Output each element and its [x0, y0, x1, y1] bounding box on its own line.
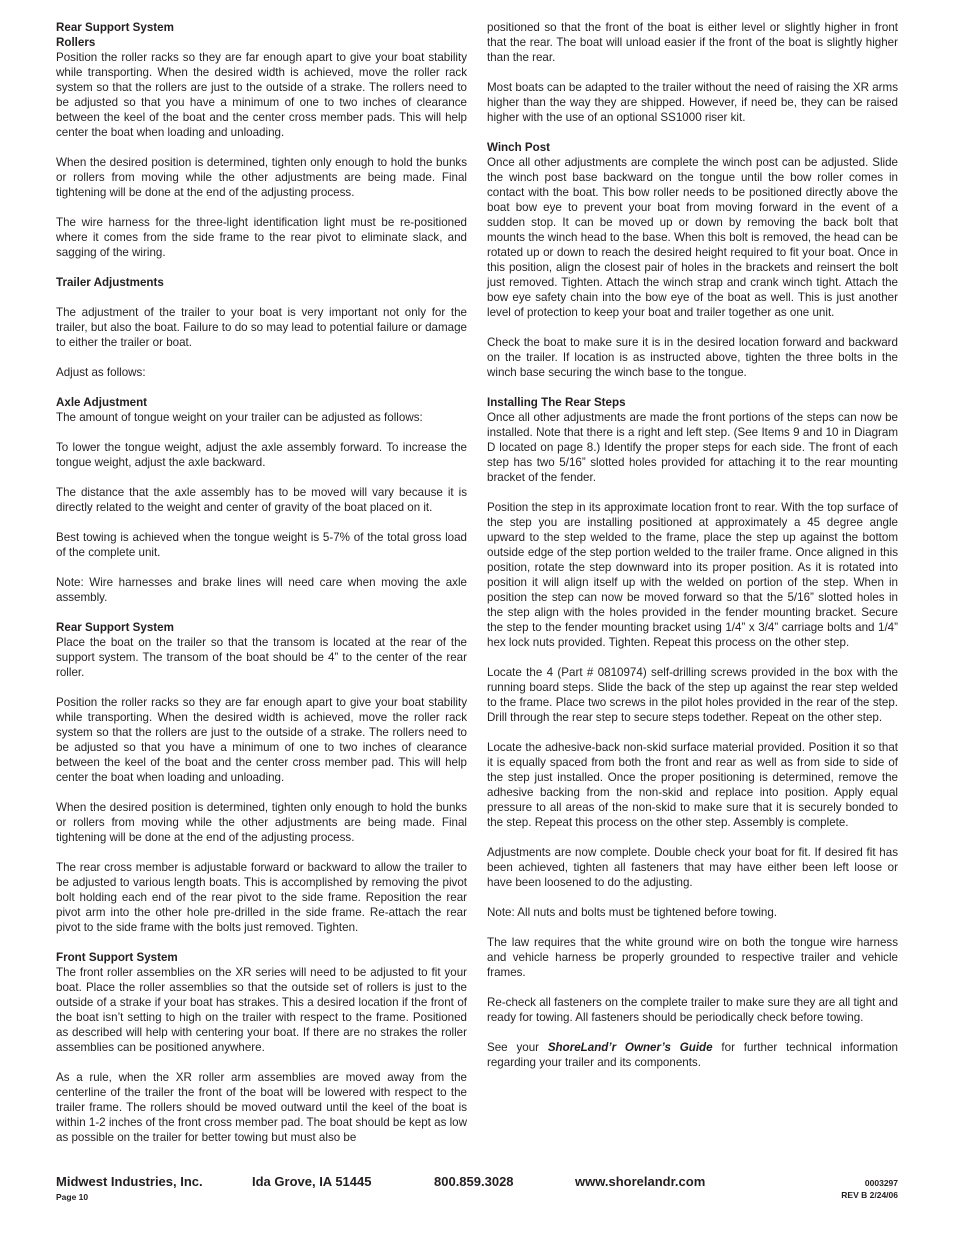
- body-paragraph: Most boats can be adapted to the trailer without the need of raising the XR arms higher than the way they are shipped. However, if need be, they can be raised higher with the use of an optional SS1000 riser kit.: [487, 81, 898, 124]
- footer-website[interactable]: www.shorelandr.com: [575, 1174, 706, 1189]
- section-heading: Trailer Adjustments: [56, 276, 164, 289]
- body-paragraph: Note: All nuts and bolts must be tightened before towing.: [487, 906, 778, 919]
- body-paragraph: When the desired position is determined, tighten only enough to hold the bunks or rollers from moving while the other adjustments are being made. Final tightening will be done at the end of the adjusting process.: [56, 801, 467, 844]
- owners-guide-title: ShoreLand’r Owner’s Guide: [547, 1041, 713, 1054]
- body-paragraph: Position the roller racks so they are far enough apart to give your boat stability while transporting. When the desired width is achieved, move the roller rack system so that the rollers are just to the outside of a strake. The rollers need to be adjusted so that you have a minimum of one to two inches of clearance between the keel of the boat and the center cross member pad. This will help center the boat when loading and unloading.: [56, 696, 467, 784]
- body-paragraph: As a rule, when the XR roller arm assemblies are moved away from the centerline of the trailer the front of the boat will be lowered with respect to the trailer frame. The rollers should be moved outward until the keel of the boat is within 1-2 inches of the front cross member pad. The boat should be kept as low as possible on the trailer for better towing but must also be: [56, 1071, 467, 1144]
- body-paragraph: When the desired position is determined, tighten only enough to hold the bunks or rollers from moving while the other adjustments are being made. Final tightening will be done at the end of the adjusting process.: [56, 156, 467, 199]
- body-paragraph: Re-check all fasteners on the complete trailer to make sure they are all tight and ready for towing. All fasteners should be periodically check before towing.: [487, 996, 898, 1024]
- body-paragraph: Adjustments are now complete. Double check your boat for fit. If desired fit has been achieved, tighten all fasteners that may have either been left loose or have been loosened to do the adjusting.: [487, 846, 898, 889]
- section-heading: Winch Post: [487, 141, 551, 154]
- section-heading: Rear Support System: [56, 621, 174, 634]
- body-paragraph: Locate the adhesive-back non-skid surface material provided. Position it so that it is equally spaced from both the front and rear as well as from side to side of the step just installed. Once the proper positioning is determined, remove the adhesive backing from the non-skid and replace into position. Apply equal pressure to all areas of the non-skid to make sure that it is securely bonded to the step. Repeat this process on the other step. Assembly is complete.: [487, 741, 898, 829]
- body-paragraph: The rear cross member is adjustable forward or backward to allow the trailer to be adjusted to various length boats. This is accomplished by removing the pivot bolt holding each end of the rear pivot to the side frame. Reposition the rear pivot arm into the other hole pre-drilled in the side frame. Re-attach the rear pivot to the side frame with the bolts just removed. Tighten.: [56, 861, 467, 934]
- body-paragraph: Best towing is achieved when the tongue weight is 5-7% of the total gross load of the complete unit.: [56, 531, 467, 559]
- footer-revision: REV B 2/24/06: [841, 1190, 898, 1200]
- body-paragraph: positioned so that the front of the boat is either level or slightly higher in front that the rear. The boat will unload easier if the front of the boat is slightly higher than the rear.: [487, 21, 898, 64]
- body-paragraph: The distance that the axle assembly has to be moved will vary because it is directly related to the weight and center of gravity of the boat placed on it.: [56, 486, 467, 514]
- right-column: [487, 20, 898, 1085]
- body-paragraph: Adjust as follows:: [56, 366, 146, 379]
- footer-doc-number: 0003297: [864, 1178, 898, 1188]
- paragraph-spacer: [56, 290, 467, 305]
- body-paragraph: Note: Wire harnesses and brake lines will need care when moving the axle assembly.: [56, 576, 467, 604]
- body-paragraph: Check the boat to make sure it is in the desired location forward and backward on the trailer. If location is as instructed above, tighten the three bolts in the winch base securing the winch base to the tongue.: [487, 336, 898, 379]
- left-column: [56, 20, 467, 1160]
- footer-city: Ida Grove, IA 51445: [252, 1174, 372, 1189]
- body-paragraph: The adjustment of the trailer to your boat is very important not only for the trailer, but also the boat. Failure to do so may lead to potential failure or damage to either the trailer or boat.: [56, 306, 467, 349]
- paragraph-text-before: See your: [487, 1041, 548, 1054]
- body-paragraph: Once all other adjustments are made the front portions of the steps can now be installed. Note that there is a right and left step. (See Items 9 and 10 in Diagram D located on page 8.) Identify the proper steps for each side. The front of each step has two 5/16” slotted holes provided for attaching it to the rear mounting bracket of the fender.: [487, 411, 898, 484]
- footer-company: Midwest Industries, Inc.: [56, 1174, 203, 1189]
- body-paragraph: The law requires that the white ground wire on both the tongue wire harness and vehicle harness be properly grounded to respective trailer and vehicle frames.: [487, 936, 898, 979]
- paragraph-text-after: for further technical information regarding your trailer and its components.: [487, 1041, 899, 1069]
- body-paragraph: Locate the 4 (Part # 0810974) self-drilling screws provided in the box with the running board steps. Slide the back of the step up against the rear step welded to the frame. Place two screws in the pilot holes provided in the rear of the step. Drill through the rear step to secure steps todether. Repeat on the other step.: [487, 666, 898, 724]
- section-heading: Front Support System: [56, 951, 178, 964]
- section-heading: Rear Support System: [56, 21, 174, 34]
- body-paragraph: To lower the tongue weight, adjust the axle assembly forward. To increase the tongue weight, adjust the axle backward.: [56, 441, 467, 469]
- body-paragraph: Place the boat on the trailer so that the transom is located at the rear of the support system. The transom of the boat should be 4” to the center of the rear roller.: [56, 636, 467, 679]
- body-paragraph: Position the step in its approximate location front to rear. With the top surface of the step you are installing positioned at approximately a 45 degree angle upward to the step welded to the frame, place the step up against the bottom outside edge of the step portion welded to the trailer frame. Once aligned in this position, rotate the step downward into its proper position. As it is rotated into position it will align itself up with the welded on portion of the step. When in position the step can now be moved forward so that the 5/16” slotted holes in the step align with the holes provided in the fender mounting bracket. Secure the step to the fender mounting bracket using 1/4” x 3/4” carriage bolts and 1/4” hex lock nuts provided. Tighten. Repeat this process on the other step.: [487, 501, 898, 649]
- section-heading: Installing The Rear Steps: [487, 396, 626, 409]
- body-paragraph: Position the roller racks so they are far enough apart to give your boat stability while transporting. When the desired width is achieved, move the roller rack system so that the rollers are just to the outside of a strake. The rollers need to be adjusted so that you have a minimum of one to two inches of clearance between the keel of the boat and the center cross member pads. This will help center the boat when loading and unloading.: [56, 51, 467, 139]
- body-paragraph: Once all other adjustments are complete the winch post can be adjusted. Slide the winch post base backward on the tongue until the bow roller comes in contact with the boat. This bow roller needs to be positioned directly above the boat bow eye to prevent your boat from moving forward in the event of a sudden stop. It can be moved up or down by removing the back bolt that mounts the winch head to the base. When this bolt is removed, the head can be rotated up or down to reach the desired height required to fit your boat. Once in this position, align the closest pair of holes in the brackets and reinsert the bolt just removed. Tighten. Attach the winch strap and crank winch tight. Attach the bow eye safety chain into the bow eye of the boat as well. This is just another level of protection to keep your boat and trailer together as one unit.: [487, 156, 898, 319]
- footer-phone: 800.859.3028: [434, 1174, 514, 1189]
- body-paragraph: The amount of tongue weight on your trailer can be adjusted as follows:: [56, 411, 423, 424]
- section-heading: Rollers: [56, 36, 96, 49]
- section-heading: Axle Adjustment: [56, 396, 148, 409]
- footer-page-number: Page 10: [56, 1192, 89, 1202]
- body-paragraph: The front roller assemblies on the XR series will need to be adjusted to fit your boat. Place the roller assemblies so that the outside set of rollers is just to the outside of a strake if your boat has strakes. This a desired location if the front of the boat isn’t setting to high on the trailer with respect to the frame. Positioned as described will help with centering your boat. If there are no strakes the roller assemblies can be positioned anywhere.: [56, 966, 467, 1054]
- owners-guide-paragraph: [487, 1040, 898, 1070]
- body-paragraph: The wire harness for the three-light identification light must be re-positioned where it comes from the side frame to the rear pivot to eliminate slack, and sagging of the wiring.: [56, 216, 467, 259]
